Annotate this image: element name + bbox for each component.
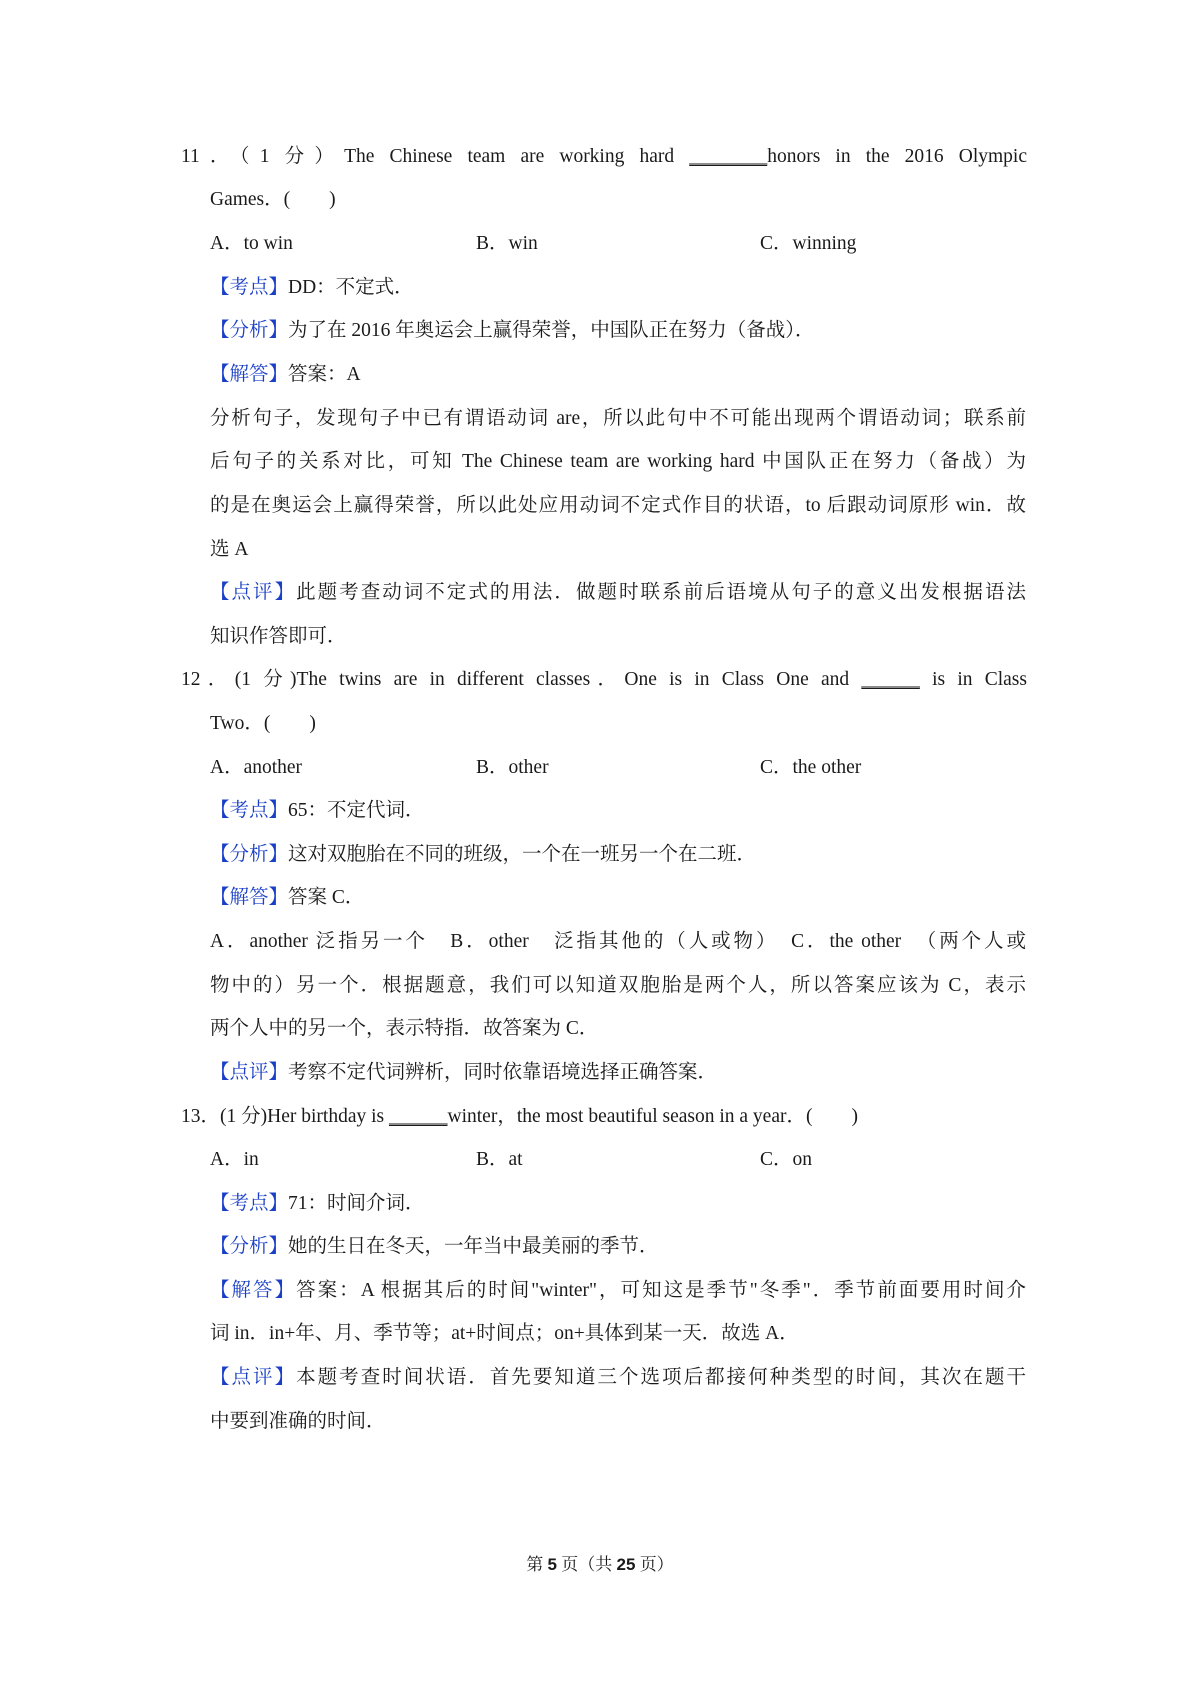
question-12-dianping: 【点评】考察不定代词辨析，同时依靠语境选择正确答案． xyxy=(210,1062,718,1083)
fenxi-tag: 【分析】 xyxy=(210,844,289,865)
question-13-options xyxy=(210,1146,1010,1174)
question-number: 13． xyxy=(181,1106,221,1127)
jieda-tag: 【解答】 xyxy=(210,1280,297,1301)
option-c: C．winning xyxy=(760,233,857,254)
page-footer: 第 5 页（共 25 页） xyxy=(526,1555,674,1574)
dianping-tag: 【点评】 xyxy=(210,582,297,603)
kaodian-tag: 【考点】 xyxy=(210,1193,289,1214)
explanation-line: 选 A xyxy=(210,539,249,560)
question-13-stem: 13．(1 分)Her birthday is ______winter，the most beautiful season in a year．( ) xyxy=(181,1106,858,1127)
option-a: A．in xyxy=(210,1149,259,1170)
jieda-tag: 【解答】 xyxy=(210,887,289,908)
question-13-dianping: 【点评】本题考查时间状语．首先要知道三个选项后都接何种类型的时间，其次在题干 xyxy=(210,1367,1026,1388)
question-number: 12． xyxy=(181,669,235,690)
question-11-kaodian: 【考点】DD：不定式． xyxy=(210,277,414,298)
question-12-stem: 12．(1 分)The twins are in different classes．One is in Class One and ______ is in Class xyxy=(181,669,1027,690)
answer-blank: ______ xyxy=(389,1106,448,1127)
explanation-line: 后句子的关系对比，可知 The Chinese team are working hard 中国队正在努力（备战）为 xyxy=(210,451,1026,472)
fenxi-tag: 【分析】 xyxy=(210,1236,289,1257)
explanation-line: 的是在奥运会上赢得荣誉，所以此处应用动词不定式作目的状语，to 后跟动词原形 win．故 xyxy=(210,495,1026,516)
dianping-line: 知识作答即可． xyxy=(210,626,347,647)
question-11-jieda: 【解答】答案：A xyxy=(210,364,361,385)
option-a: A．to win xyxy=(210,233,293,254)
option-c: C．on xyxy=(760,1149,813,1170)
dianping-tag: 【点评】 xyxy=(210,1062,289,1083)
question-11-stem-line2: Games．( ) xyxy=(210,189,336,210)
question-12-stem-line2: Two．( ) xyxy=(210,713,316,734)
question-score: (1 分) xyxy=(220,1106,268,1127)
current-page-number: 5 xyxy=(547,1555,558,1574)
explanation-line: 分析句子，发现句子中已有谓语动词 are，所以此句中不可能出现两个谓语动词；联系前 xyxy=(210,408,1026,429)
question-12-options xyxy=(210,754,1010,782)
question-12-kaodian: 【考点】65：不定代词． xyxy=(210,800,425,821)
question-12-fenxi: 【分析】这对双胞胎在不同的班级，一个在一班另一个在二班． xyxy=(210,844,757,865)
dianping-line: 中要到准确的时间． xyxy=(210,1411,386,1432)
question-number: 11． xyxy=(181,146,240,167)
question-13-kaodian: 【考点】71：时间介词． xyxy=(210,1193,425,1214)
option-b: B．win xyxy=(476,233,538,254)
explanation-line: 两个人中的另一个，表示特指．故答案为 C． xyxy=(210,1018,599,1039)
dianping-tag: 【点评】 xyxy=(210,1367,297,1388)
fenxi-tag: 【分析】 xyxy=(210,320,289,341)
option-a: A．another xyxy=(210,757,303,778)
explanation-line: 词 in．in+年、月、季节等；at+时间点；on+具体到某一天．故选 A． xyxy=(210,1323,799,1344)
kaodian-tag: 【考点】 xyxy=(210,800,289,821)
explanation-line: 物中的）另一个．根据题意，我们可以知道双胞胎是两个人，所以答案应该为 C，表示 xyxy=(210,975,1026,996)
question-11-fenxi: 【分析】为了在 2016 年奥运会上赢得荣誉，中国队正在努力（备战）． xyxy=(210,320,815,341)
question-11-dianping: 【点评】此题考查动词不定式的用法．做题时联系前后语境从句子的意义出发根据语法 xyxy=(210,582,1026,603)
explanation-line: A．another 泛指另一个 B．other 泛指其他的（人或物） C．the other （两个人或 xyxy=(210,931,1026,952)
question-score: (1 分) xyxy=(234,669,297,690)
question-12-jieda: 【解答】答案 C． xyxy=(210,887,365,908)
question-11-options xyxy=(210,230,1010,258)
answer-blank: ______ xyxy=(861,669,920,690)
question-11-stem: 11．（1 分）The Chinese team are working hard ________honors in the 2016 Olympic xyxy=(181,146,1027,167)
total-pages-number: 25 xyxy=(616,1555,636,1574)
kaodian-tag: 【考点】 xyxy=(210,277,289,298)
question-13-fenxi: 【分析】她的生日在冬天，一年当中最美丽的季节． xyxy=(210,1236,659,1257)
answer-blank: ________ xyxy=(689,146,768,167)
jieda-tag: 【解答】 xyxy=(210,364,289,385)
question-score: （1 分） xyxy=(239,146,345,167)
option-b: B．at xyxy=(476,1149,523,1170)
question-13-jieda: 【解答】答案：A 根据其后的时间"winter"，可知这是季节"冬季"．季节前面要用时间介 xyxy=(210,1280,1026,1301)
option-b: B．other xyxy=(476,757,549,778)
option-c: C．the other xyxy=(760,757,862,778)
